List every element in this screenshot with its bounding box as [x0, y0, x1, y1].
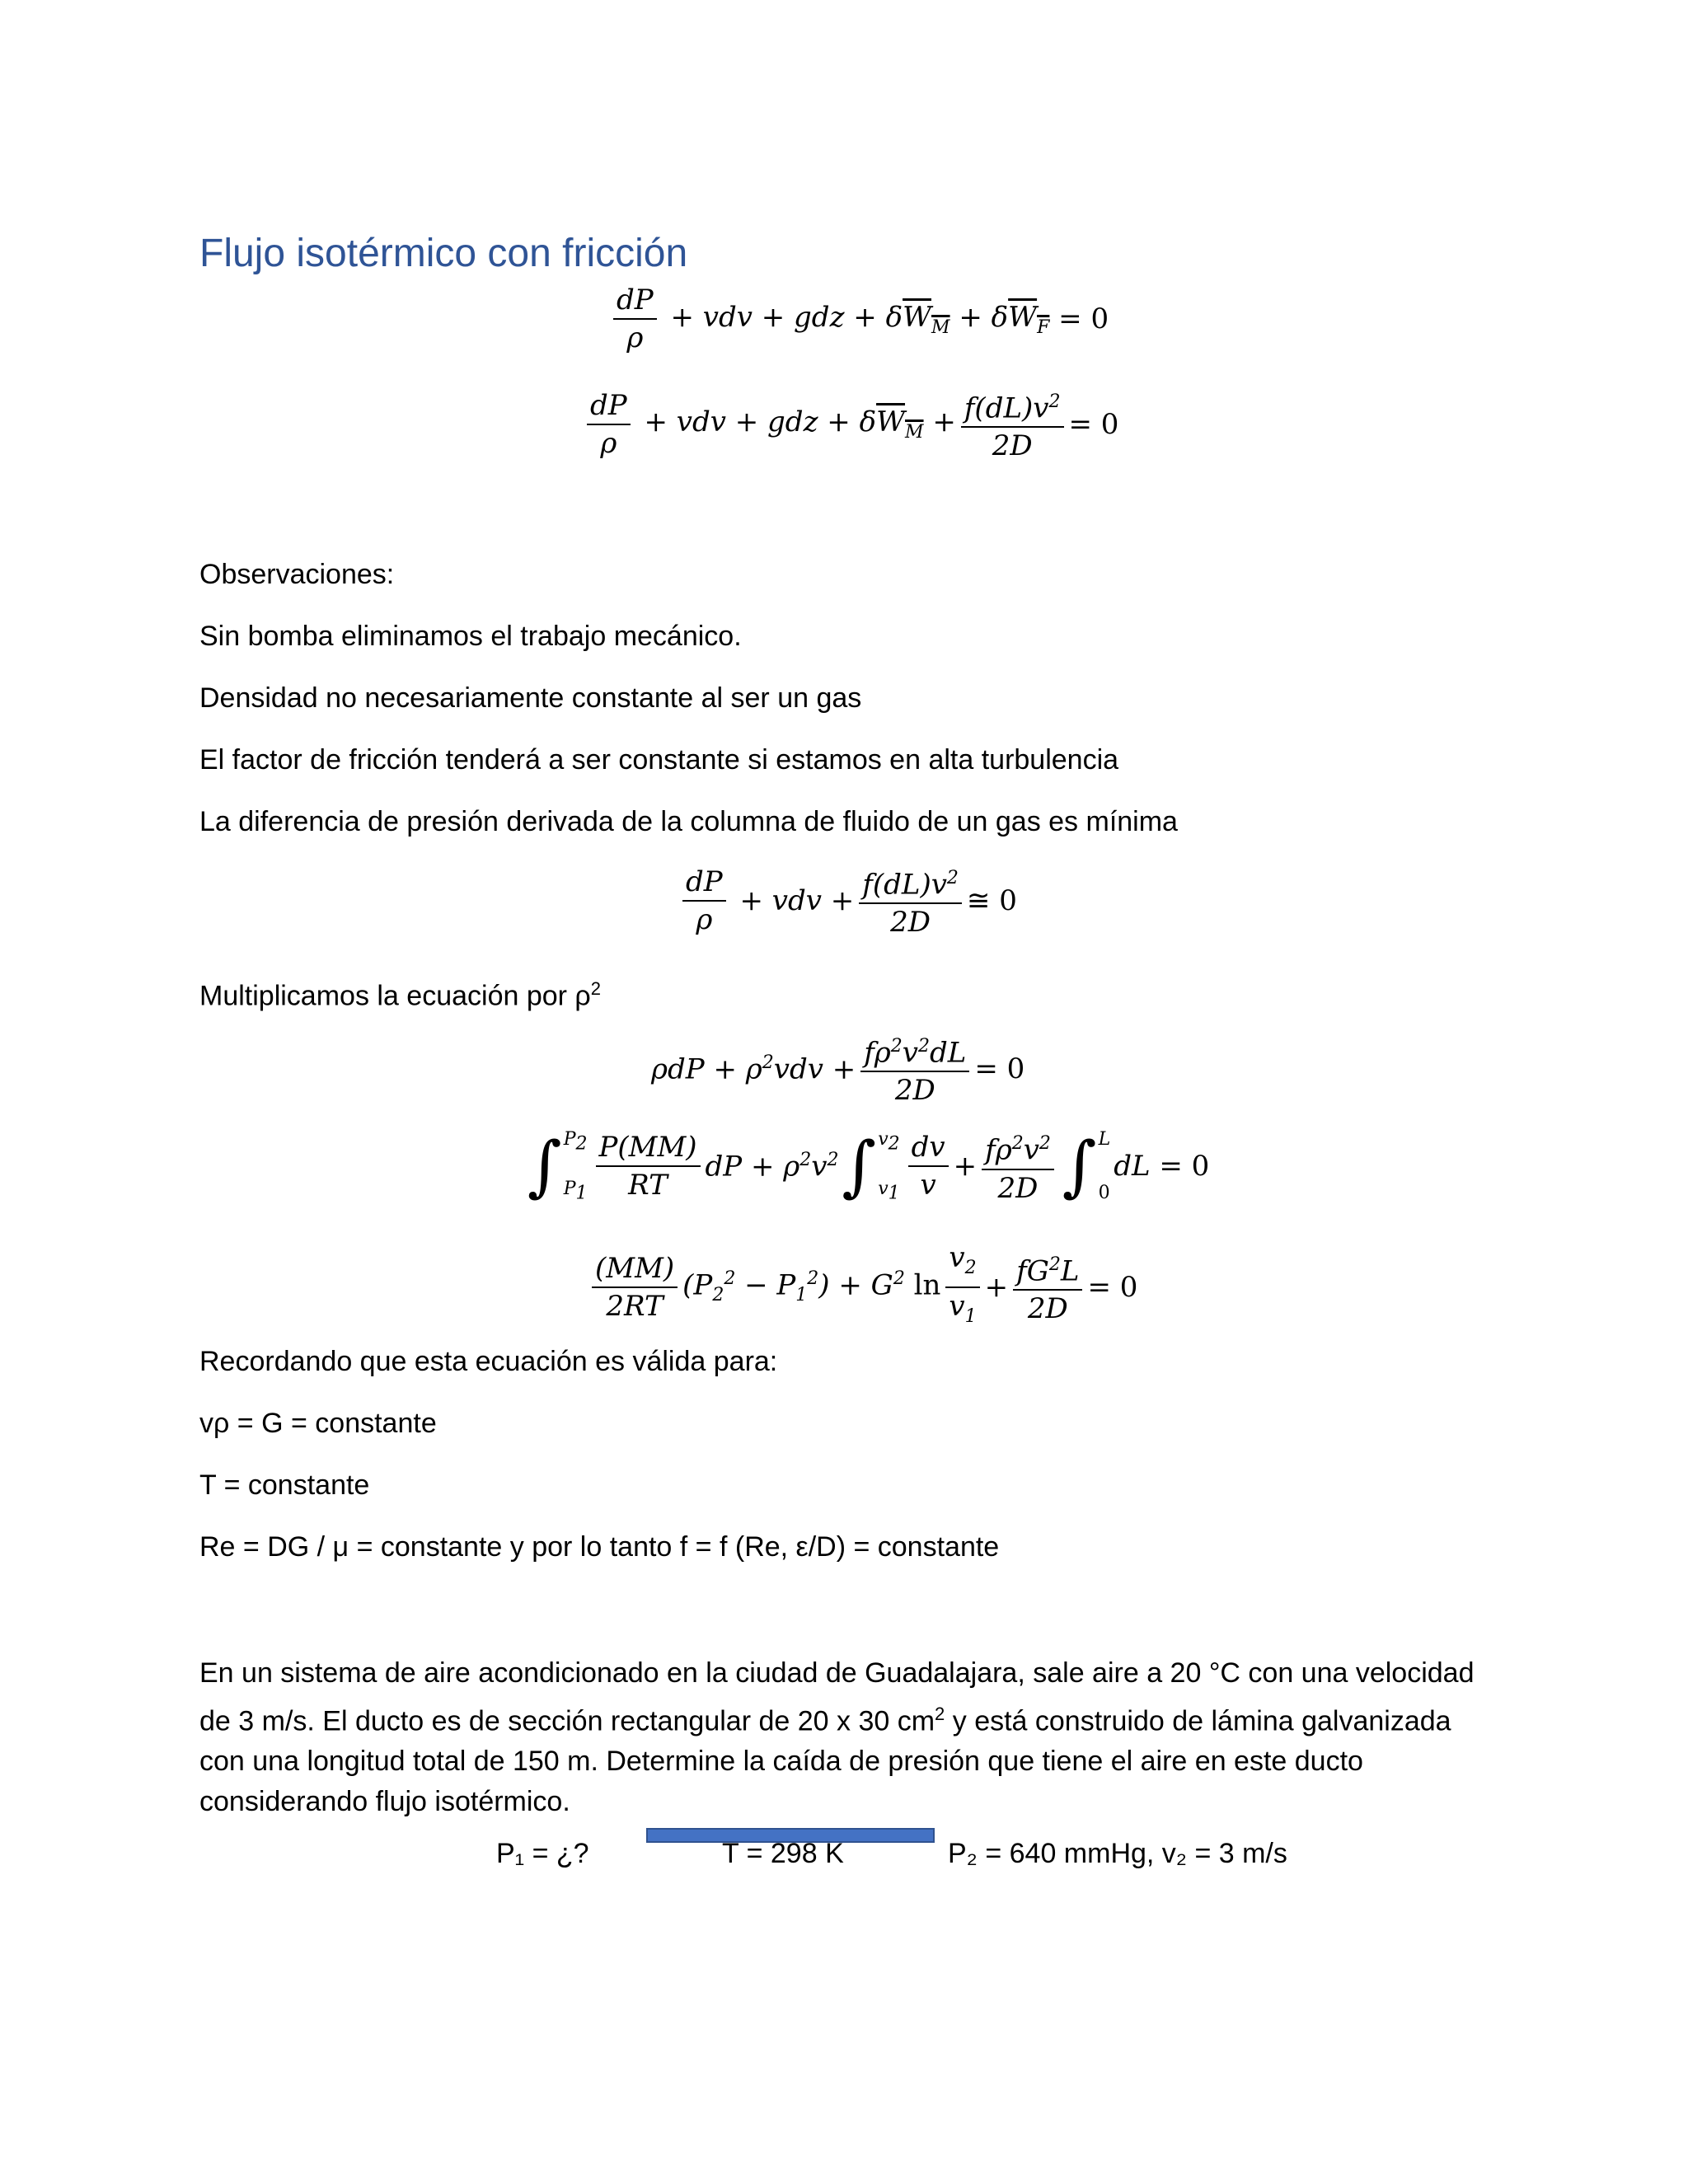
observation-item: El factor de fricción tenderá a ser constante si estamos en alta turbulencia — [199, 744, 1119, 776]
observation-item: Densidad no necesariamente constante al ser un gas — [199, 682, 862, 714]
equation-rhs: = 0 — [1159, 1150, 1210, 1183]
equation-multiplied: $\rho dP + \rho^2vdv$ + $\frac{f\rho^2v^2dL}{2D}$ = 0 — [651, 1032, 1025, 1105]
observations-title: Observaciones: — [199, 559, 395, 590]
equation-result: $\frac{(MM)}{2RT}$ $(P_2^2 - P_1^2) + G^2$ ln $\frac{v_2}{v_1}$ + $\frac{fG^2L}{2D}$ = 0 — [587, 1243, 1137, 1332]
validity-item: T = constante — [199, 1469, 370, 1501]
equation-rhs: = 0 — [974, 1052, 1025, 1085]
validity-item: vρ = G = constante — [199, 1408, 437, 1439]
problem-part2: y está construido de lámina galvanizada con una longitud total de 150 m. Determine la caída de presión que tiene el aire en este ducto considerando flujo isotérmico. — [199, 1705, 1451, 1818]
observation-item: Sin bomba eliminamos el trabajo mecánico. — [199, 621, 742, 652]
temperature-label: T = 298 K — [722, 1838, 844, 1869]
equation-friction-term: $\frac{dP}{\rho}$ + vdv + gdz + $\delta W_M$ + $\frac{f(dL)v^2}{2D}$ = 0 — [582, 387, 1118, 461]
equation-rhs: = 0 — [1087, 1270, 1138, 1304]
equation-rhs: = 0 — [1058, 302, 1109, 335]
equation-energy-balance: $\frac{dP}{\rho}$ + vdv + gdz + $\delta W_M + \delta W_F$ = 0 — [608, 285, 1109, 353]
observation-item: La diferencia de presión derivada de la columna de fluido de un gas es mínima — [199, 806, 1178, 837]
p1-label: P₁ = ¿? — [496, 1838, 589, 1869]
equation-simplified: $\frac{dP}{\rho}$ + vdv + $\frac{f(dL)v^2}{2D}$ ≅ 0 — [678, 864, 1017, 937]
equation-integral: ∫ $P_2$ $P_1$ $\frac{P(MM)}{RT}$ dP + $\rho^2v^2$ ∫ $v_2$ $v_1$ $\frac{dv}{v}$ + $\frac{f\rho^2v^2}{2D}$ ∫ L 0 dL = 0 — [528, 1127, 1210, 1205]
multiply-sup: 2 — [590, 978, 602, 999]
multiply-label: Multiplicamos la ecuación por ρ — [199, 980, 591, 1012]
validity-title: Recordando que esta ecuación es válida para: — [199, 1346, 778, 1377]
validity-item: Re = DG / μ = constante y por lo tanto f = f (Re, ε/D) = constante — [199, 1531, 1000, 1563]
p2-label: P₂ = 640 mmHg, v₂ = 3 m/s — [948, 1838, 1287, 1869]
problem-sup: 2 — [935, 1704, 945, 1724]
equation-rhs: ≅ 0 — [966, 883, 1017, 917]
equation-rhs: = 0 — [1068, 407, 1119, 441]
problem-statement — [199, 1653, 1493, 1822]
problem-part1: En un sistema de aire acondicionado en la ciudad de Guadalajara, sale aire a 20 °C con una velocidad de 3 m/s. El ducto es de sección rectangular de 20 x 30 cm — [199, 1657, 1475, 1737]
page-title: Flujo isotérmico con fricción — [199, 232, 688, 275]
multiply-text — [199, 972, 601, 1012]
